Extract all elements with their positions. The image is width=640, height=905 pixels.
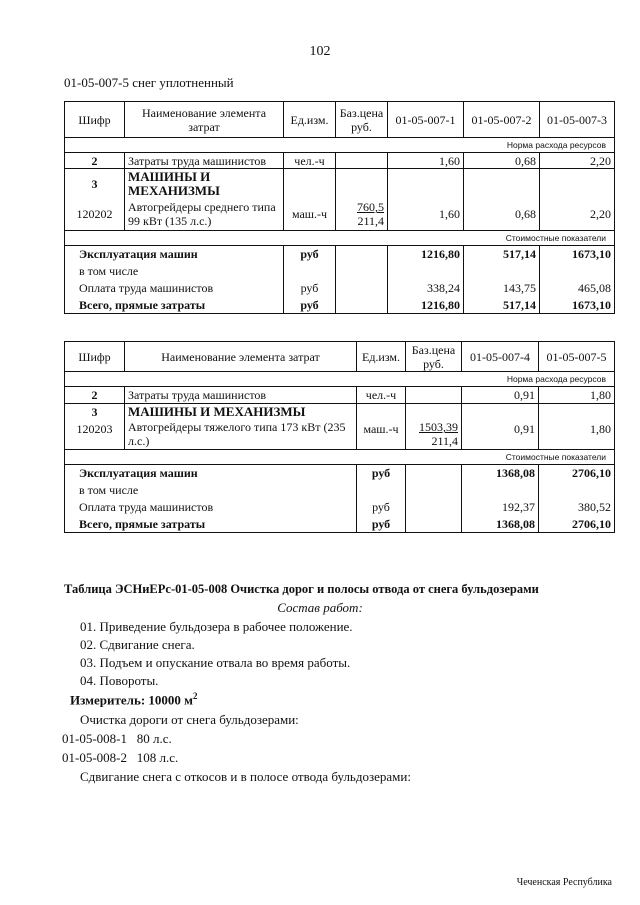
price-bottom: 211,4 xyxy=(431,434,458,449)
row-unit: чел.-ч xyxy=(357,387,406,404)
cost-value: 1673,10 xyxy=(540,297,615,314)
cost-unit: руб xyxy=(284,246,336,263)
header-unit: Ед.изм. xyxy=(357,342,406,372)
row-price xyxy=(336,199,388,231)
cost-value: 1216,80 xyxy=(388,297,464,314)
row-unit: чел.-ч xyxy=(284,153,336,169)
header-col-4: 01-05-007-4 xyxy=(462,342,539,372)
table-title: Таблица ЭСНиЕРс-01-05-008 Очистка дорог и полосы отвода от снега бульдозерами xyxy=(64,582,539,596)
price-bottom: 211,4 xyxy=(357,214,384,229)
section-name: МАШИНЫ И МЕХАНИЗМЫ xyxy=(125,169,284,199)
work-item: 01. Приведение бульдозера в рабочее положение. xyxy=(80,619,353,634)
row-name: Затраты труда машинистов xyxy=(125,387,357,404)
cost-value: 2706,10 xyxy=(539,465,615,482)
meter-label xyxy=(70,691,198,708)
cost-value: 517,14 xyxy=(464,246,540,263)
item-code: 01-05-008-2 xyxy=(62,750,127,765)
header-name: Наименование элемента затрат xyxy=(125,102,284,138)
row-code: 2 xyxy=(65,153,125,169)
cost-value: 380,52 xyxy=(539,499,615,516)
work-item: 04. Повороты. xyxy=(80,673,159,688)
norm-label: Норма расхода ресурсов xyxy=(65,138,615,153)
cost-value: 1368,08 xyxy=(462,465,539,482)
cost-value: 517,14 xyxy=(464,297,540,314)
cost-value: 1216,80 xyxy=(388,246,464,263)
cost-unit: руб xyxy=(357,465,406,482)
row-value: 0,68 xyxy=(464,153,540,169)
resource-table-2 xyxy=(64,341,615,533)
row-price xyxy=(406,387,462,404)
header-unit: Ед.изм. xyxy=(284,102,336,138)
table-row xyxy=(65,199,615,231)
table-row xyxy=(65,153,615,169)
row-price xyxy=(406,420,462,450)
table-row xyxy=(65,516,615,533)
cost-value: 1673,10 xyxy=(540,246,615,263)
table-row xyxy=(65,482,615,499)
row-value: 1,80 xyxy=(539,420,615,450)
table-row xyxy=(65,169,615,199)
table-header-row xyxy=(65,102,615,138)
table-row xyxy=(65,465,615,482)
cost-name: Эксплуатация машин xyxy=(65,465,357,482)
list-item xyxy=(62,731,172,747)
page-number: 102 xyxy=(309,44,331,59)
cost-name: Оплата труда машинистов xyxy=(65,280,284,297)
header-col-2: 01-05-007-2 xyxy=(464,102,540,138)
header-base-price: Баз.цена руб. xyxy=(406,342,462,372)
cost-label: Стоимостные показатели xyxy=(65,231,615,246)
list-item xyxy=(62,750,178,766)
cost-value: 192,37 xyxy=(462,499,539,516)
cost-unit: руб xyxy=(357,499,406,516)
header-col-3: 01-05-007-3 xyxy=(540,102,615,138)
header-code: Шифр xyxy=(65,342,125,372)
cost-value: 1368,08 xyxy=(462,516,539,533)
slope-label: Сдвигание снега с откосов и в полосе отвода бульдозерами: xyxy=(80,769,411,784)
cost-name: Оплата труда машинистов xyxy=(65,499,357,516)
table-row xyxy=(65,263,615,280)
table-row xyxy=(65,387,615,404)
price-top: 760,5 xyxy=(357,200,384,215)
item-desc: 108 л.с. xyxy=(136,750,179,765)
cost-unit: руб xyxy=(357,516,406,533)
row-value: 0,68 xyxy=(464,199,540,231)
table-row xyxy=(65,499,615,516)
table-row xyxy=(65,420,615,450)
cost-name: Всего, прямые затраты xyxy=(65,297,284,314)
header-col-5: 01-05-007-5 xyxy=(539,342,615,372)
cost-value: 465,08 xyxy=(540,280,615,297)
meter-exponent: 2 xyxy=(193,691,198,701)
work-item: 02. Сдвигание снега. xyxy=(80,637,195,652)
row-name: Автогрейдеры среднего типа 99 кВт (135 л.с.) xyxy=(125,199,284,231)
cost-unit: руб xyxy=(284,280,336,297)
row-value: 2,20 xyxy=(540,153,615,169)
row-code: 120202 xyxy=(65,199,125,231)
cost-value: 143,75 xyxy=(464,280,540,297)
row-value: 1,60 xyxy=(388,199,464,231)
resource-table-1 xyxy=(64,101,615,314)
cost-name: в том числе xyxy=(65,263,284,280)
row-name: Автогрейдеры тяжелого типа 173 кВт (235 л.с.) xyxy=(125,420,357,450)
table-row xyxy=(65,404,615,420)
work-composition-heading: Состав работ: xyxy=(277,600,363,615)
row-value: 0,91 xyxy=(462,387,539,404)
row-code: 2 xyxy=(65,387,125,404)
row-value: 1,80 xyxy=(539,387,615,404)
cost-name: Всего, прямые затраты xyxy=(65,516,357,533)
row-unit: маш.-ч xyxy=(357,420,406,450)
header-col-1: 01-05-007-1 xyxy=(388,102,464,138)
cost-unit: руб xyxy=(284,297,336,314)
table-row xyxy=(65,246,615,263)
cost-value: 338,24 xyxy=(388,280,464,297)
item-desc: 80 л.с. xyxy=(136,731,172,746)
price-top: 1503,39 xyxy=(419,420,458,435)
section-name: МАШИНЫ И МЕХАНИЗМЫ xyxy=(125,404,357,420)
cost-label: Стоимостные показатели xyxy=(65,450,615,465)
row-value: 0,91 xyxy=(462,420,539,450)
row-value: 1,60 xyxy=(388,153,464,169)
cost-name: в том числе xyxy=(65,482,357,499)
footer-region: Чеченская Республика xyxy=(516,877,612,888)
road-cleaning-label: Очистка дороги от снега бульдозерами: xyxy=(80,712,299,727)
row-name: Затраты труда машинистов xyxy=(125,153,284,169)
header-base-price: Баз.цена руб. xyxy=(336,102,388,138)
work-item: 03. Подъем и опускание отвала во время работы. xyxy=(80,655,351,670)
table-row xyxy=(65,280,615,297)
meter-text: Измеритель: 10000 м xyxy=(70,692,194,708)
section-code: 3 xyxy=(65,404,125,420)
row-unit: маш.-ч xyxy=(284,199,336,231)
header-name: Наименование элемента затрат xyxy=(125,342,357,372)
row-code: 120203 xyxy=(65,420,125,450)
cost-name: Эксплуатация машин xyxy=(65,246,284,263)
cost-value: 2706,10 xyxy=(539,516,615,533)
norm-label: Норма расхода ресурсов xyxy=(65,372,615,387)
table-row xyxy=(65,297,615,314)
row-price xyxy=(336,153,388,169)
section-title: 01-05-007-5 снег уплотненный xyxy=(64,75,234,90)
row-value: 2,20 xyxy=(540,199,615,231)
table-header-row xyxy=(65,342,615,372)
header-code: Шифр xyxy=(65,102,125,138)
item-code: 01-05-008-1 xyxy=(62,731,127,746)
section-code: 3 xyxy=(65,169,125,199)
